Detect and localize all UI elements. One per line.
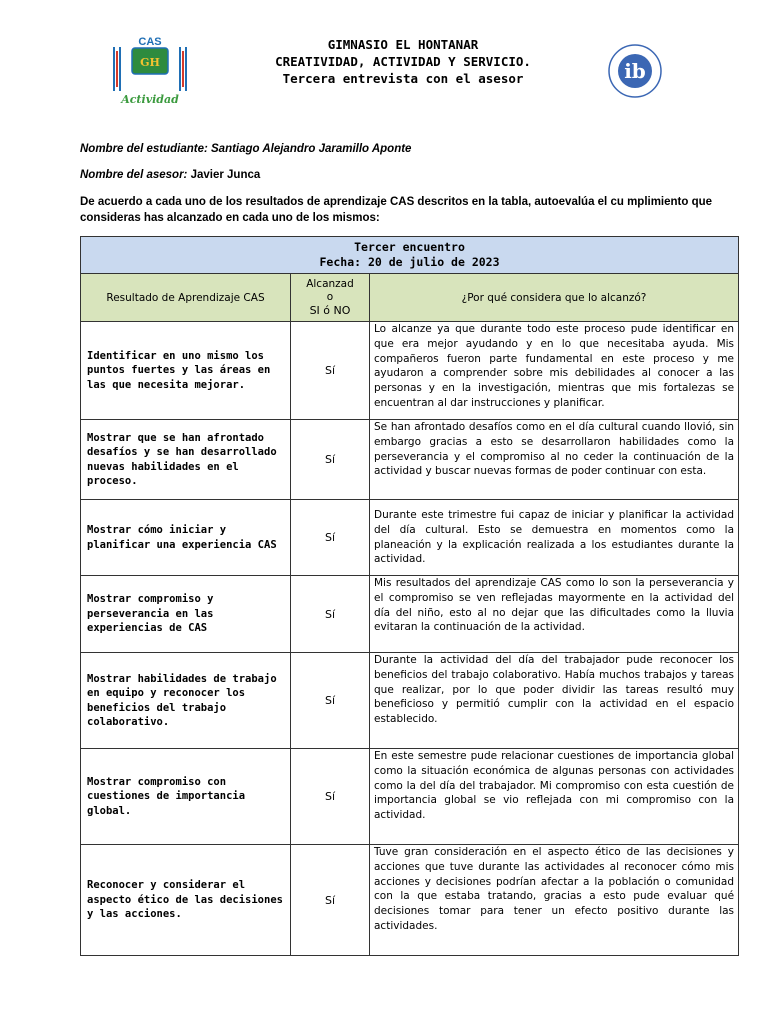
achieved-cell: Sí xyxy=(291,749,370,845)
achieved-cell: Sí xyxy=(291,322,370,420)
col-header-achieved: Alcanzad o SI ó NO xyxy=(291,274,370,322)
school-name: GIMNASIO EL HONTANAR xyxy=(327,37,479,52)
table-row xyxy=(81,653,739,749)
result-cell: Mostrar cómo iniciar y planificar una experiencia CAS xyxy=(81,500,291,576)
result-cell: Mostrar compromiso con cuestiones de importancia global. xyxy=(81,749,291,845)
meeting-date: Fecha: 20 de julio de 2023 xyxy=(319,255,500,269)
interview-title: Tercera entrevista con el asesor xyxy=(282,71,524,86)
col-header-result: Resultado de Aprendizaje CAS xyxy=(81,274,291,322)
svg-text:CAS: CAS xyxy=(138,36,162,48)
table-row xyxy=(81,845,739,956)
table-row xyxy=(81,576,739,653)
svg-text:Actividad: Actividad xyxy=(121,93,179,106)
advisor-label: Nombre del asesor: xyxy=(80,169,188,181)
result-cell: Mostrar compromiso y perseverancia en las experiencias de CAS xyxy=(81,576,291,653)
col-header-why: ¿Por qué considera que lo alcanzó? xyxy=(370,274,739,322)
result-cell: Reconocer y considerar el aspecto ético de las decisiones y las acciones. xyxy=(81,845,291,956)
result-cell: Mostrar que se han afrontado desafíos y se han desarrollado nuevas habilidades en el proceso. xyxy=(81,420,291,500)
instructions: De acuerdo a cada uno de los resultados de aprendizaje CAS descritos en la tabla, autoevalúa el cu mplimiento que consideras has alcanzado en cada uno de los mismos: xyxy=(80,196,713,224)
table-header-meeting xyxy=(81,237,739,274)
table-row xyxy=(81,500,739,576)
achieved-cell: Sí xyxy=(291,420,370,500)
meeting-label: Tercer encuentro xyxy=(354,240,465,254)
achieved-cell: Sí xyxy=(291,653,370,749)
why-cell: En este semestre pude relacionar cuestiones de importancia global como la situación económica de algunas personas con actividades como la del día del trabajador. Mi compromiso con esta cuestión de importancia global se vio reflejada con mi compromiso con la actividad. xyxy=(370,749,739,845)
why-cell: Lo alcanze ya que durante todo este proceso pude identificar en que era mejor ayudando y en lo que necesitaba ayuda. Mis compañeros fueron parte fundamental en este proceso y me ayudaron a comprender sobre mis debilidades al conocer a las personas y en la investigación, mientras que mis fortalezas se encuentran al dar instrucciones y planificar. xyxy=(370,322,739,420)
result-cell: Identificar en uno mismo los puntos fuertes y las áreas en las que necesita mejorar. xyxy=(81,322,291,420)
table-row xyxy=(81,420,739,500)
cas-table xyxy=(80,236,739,956)
achieved-cell: Sí xyxy=(291,845,370,956)
why-cell: Mis resultados del aprendizaje CAS como lo son la perseverancia y el compromiso se ven reflejadas mayormente en la actividad del día del niño, esto al no dejar que las dificultades como la lluvia evitaran la continuación de la actividad. xyxy=(370,576,739,653)
achieved-cell: Sí xyxy=(291,576,370,653)
why-cell: Durante este trimestre fui capaz de iniciar y planificar la actividad del día cultural. Esto se demuestra en momentos como la planeación y la explicación realizada a los estudiantes durante la actividad. xyxy=(370,500,739,576)
why-cell: Se han afrontado desafíos como en el día cultural cuando llovió, sin embargo gracias a esto se desarrollaron habilidades como la perseverancia y el compromiso al no ceder la continuación de la actividad y buscar nuevas formas de poder continuar con esta. xyxy=(370,420,739,500)
student-label: Nombre del estudiante: xyxy=(80,143,208,155)
svg-text:ib: ib xyxy=(624,59,646,83)
program-name: CREATIVIDAD, ACTIVIDAD Y SERVICIO. xyxy=(275,54,531,69)
cas-logo xyxy=(106,33,194,109)
svg-text:GH: GH xyxy=(140,56,160,69)
document-title xyxy=(200,36,606,87)
achieved-cell: Sí xyxy=(291,500,370,576)
advisor-name: Javier Junca xyxy=(190,169,261,181)
result-cell: Mostrar habilidades de trabajo en equipo y reconocer los beneficios del trabajo colaborativo. xyxy=(81,653,291,749)
why-cell: Durante la actividad del día del trabajador pude reconocer los beneficios del trabajo colaborativo. Había muchos trabajos y tareas que realizar, por lo que poder dividir las tareas resultó muy beneficioso y permitió cumplir con la actividad en el espacio establecido. xyxy=(370,653,739,749)
advisor-line xyxy=(80,169,260,181)
table-row xyxy=(81,322,739,420)
student-line xyxy=(80,143,411,155)
why-cell: Tuve gran consideración en el aspecto ético de las decisiones y acciones que tuve durante las actividades al reconocer cómo mis acciones y decisiones podrían afectar a la población o comunidad con la que estaba tratando, gracias a esto pude evaluar qué decisiones tomar para tener un efecto positivo durante las actividades. xyxy=(370,845,739,956)
table-row xyxy=(81,749,739,845)
student-name: Santiago Alejandro Jaramillo Aponte xyxy=(211,143,412,155)
ib-logo xyxy=(600,43,670,99)
